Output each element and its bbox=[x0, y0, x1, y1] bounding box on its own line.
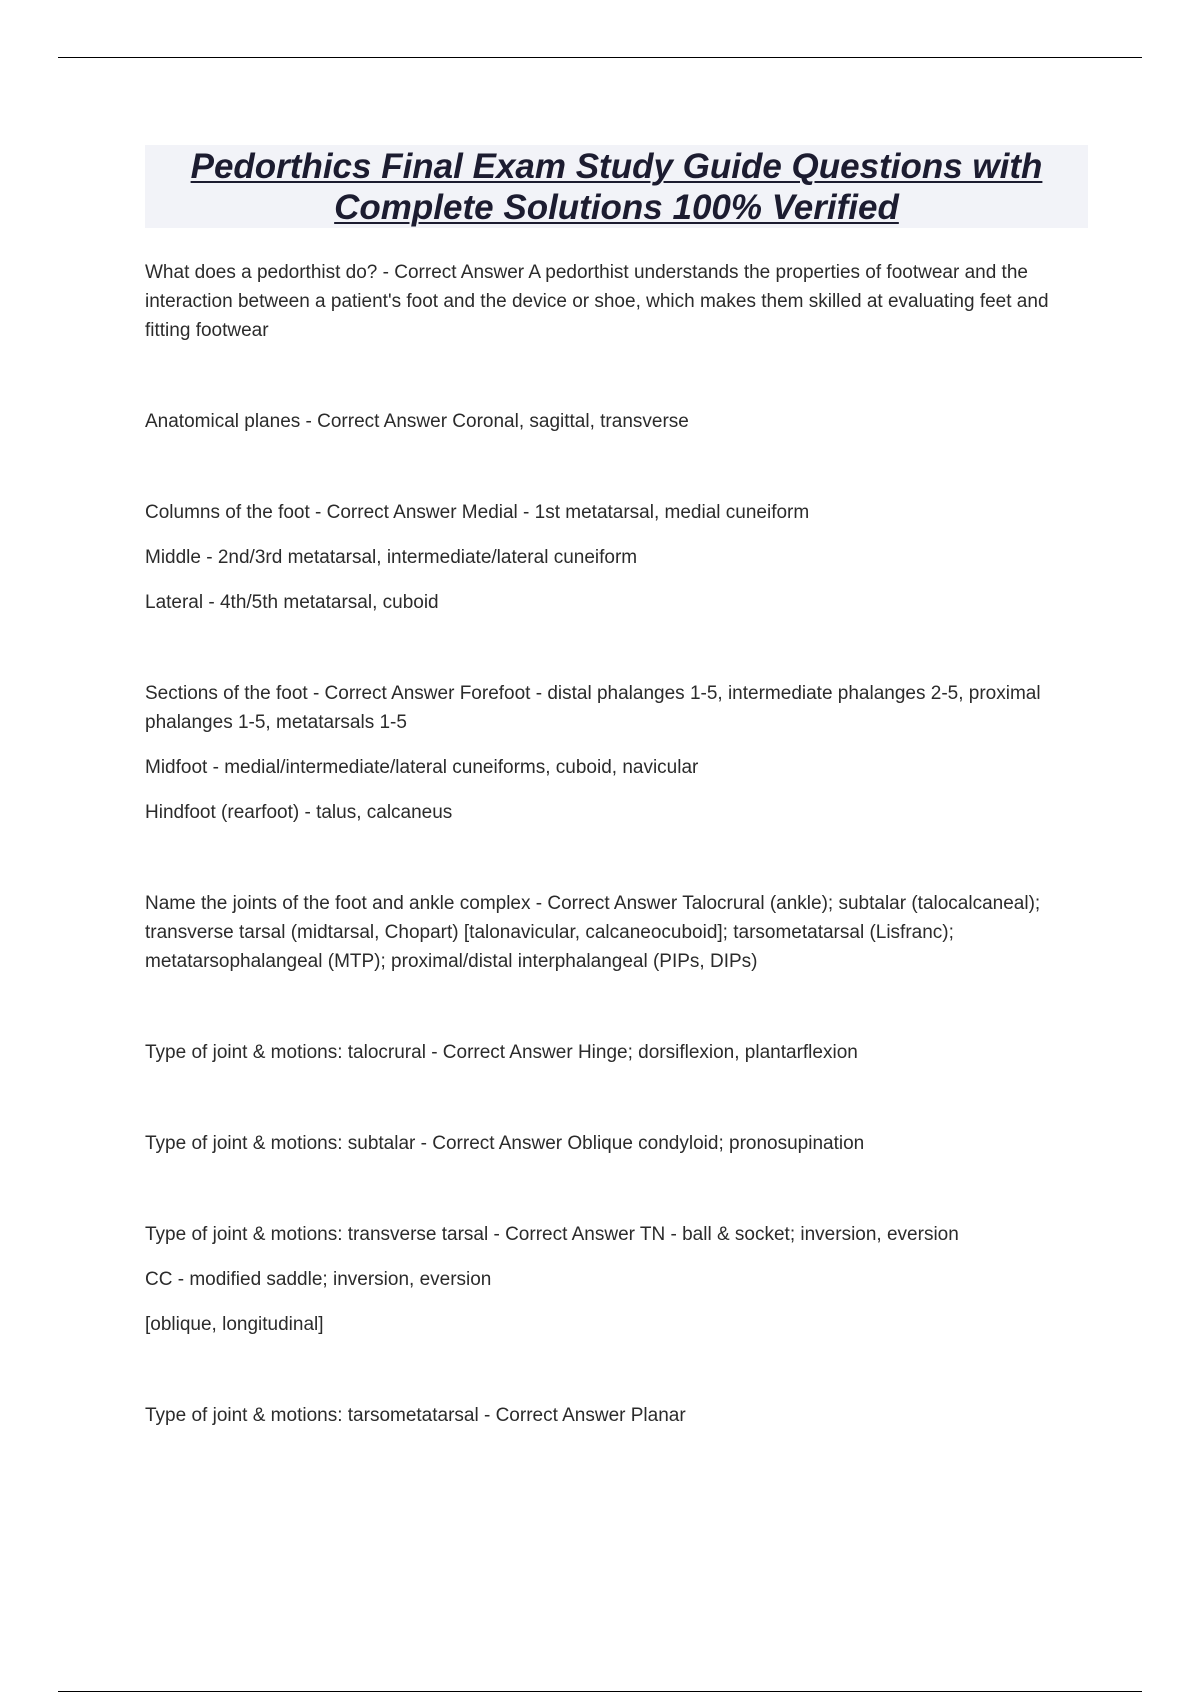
qa-paragraph: Middle - 2nd/3rd metatarsal, intermediate/lateral cuneiform bbox=[145, 547, 638, 568]
qa-entry bbox=[145, 679, 1088, 827]
qa-paragraph: Hindfoot (rearfoot) - talus, calcaneus bbox=[145, 802, 453, 823]
qa-entry bbox=[145, 1220, 1088, 1339]
qa-entry bbox=[145, 258, 1088, 345]
qa-entry bbox=[145, 1038, 1088, 1067]
qa-entry bbox=[145, 889, 1088, 976]
qa-paragraph: Lateral - 4th/5th metatarsal, cuboid bbox=[145, 592, 439, 613]
title-line-2: Complete Solutions 100% Verified bbox=[334, 188, 899, 227]
qa-entry bbox=[145, 498, 1088, 617]
qa-paragraph: Type of joint & motions: talocrural - Correct Answer Hinge; dorsiflexion, plantarflexion bbox=[145, 1042, 858, 1063]
qa-paragraph: Columns of the foot - Correct Answer Medial - 1st metatarsal, medial cuneiform bbox=[145, 502, 810, 523]
top-divider bbox=[58, 57, 1142, 58]
qa-paragraph: Type of joint & motions: transverse tarsal - Correct Answer TN - ball & socket; inversion, eversion bbox=[145, 1224, 959, 1245]
bottom-divider bbox=[58, 1691, 1142, 1692]
qa-paragraph: [oblique, longitudinal] bbox=[145, 1314, 324, 1335]
qa-entry bbox=[145, 1129, 1088, 1158]
document-title bbox=[145, 145, 1088, 228]
qa-paragraph: Anatomical planes - Correct Answer Coronal, sagittal, transverse bbox=[145, 411, 689, 432]
qa-entry bbox=[145, 407, 1088, 436]
qa-paragraph: CC - modified saddle; inversion, eversion bbox=[145, 1269, 492, 1290]
qa-paragraph: What does a pedorthist do? - Correct Answer A pedorthist understands the properties of footwear and the interaction between a patient's foot and the device or shoe, which makes them skilled at evaluating feet and fitting footwear bbox=[145, 262, 1049, 341]
title-banner bbox=[145, 145, 1088, 228]
qa-paragraph: Sections of the foot - Correct Answer Forefoot - distal phalanges 1-5, intermediate phalanges 2-5, proximal phalanges 1-5, metatarsals 1-5 bbox=[145, 683, 1041, 733]
title-line-1: Pedorthics Final Exam Study Guide Questions with bbox=[190, 147, 1043, 186]
qa-paragraph: Midfoot - medial/intermediate/lateral cuneiforms, cuboid, navicular bbox=[145, 757, 699, 778]
qa-entry bbox=[145, 1401, 1088, 1430]
qa-list bbox=[145, 258, 1088, 1430]
qa-paragraph: Type of joint & motions: tarsometatarsal - Correct Answer Planar bbox=[145, 1405, 686, 1426]
qa-paragraph: Name the joints of the foot and ankle complex - Correct Answer Talocrural (ankle); subtalar (talocalcaneal); transverse tarsal (midtarsal, Chopart) [talonavicular, calcaneocuboid]; tarsometatarsal (Lisfranc); metatarsophalangeal (MTP); proximal/distal interphalangeal (PIPs, DIPs) bbox=[145, 893, 1041, 972]
qa-paragraph: Type of joint & motions: subtalar - Correct Answer Oblique condyloid; pronosupination bbox=[145, 1133, 865, 1154]
